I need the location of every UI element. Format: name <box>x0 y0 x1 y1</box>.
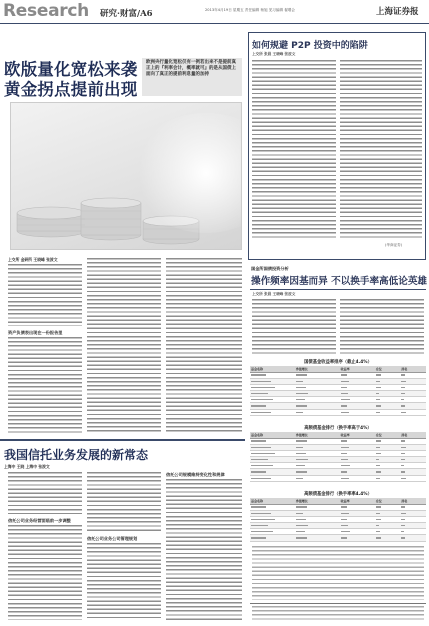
cell-text-placeholder <box>251 440 266 441</box>
lead-subhead: 资产负债表出现在一份报告里 <box>8 330 63 335</box>
cell-text-placeholder <box>341 459 349 460</box>
table-cell <box>295 409 340 415</box>
ops-body-col2 <box>340 299 424 355</box>
cell-text-placeholder <box>296 405 307 406</box>
cell-text-placeholder <box>296 531 305 532</box>
cell-text-placeholder <box>401 447 405 448</box>
cell-text-placeholder <box>341 525 349 526</box>
cell-text-placeholder <box>296 519 306 520</box>
cell-text-placeholder <box>296 471 307 472</box>
cell-text-placeholder <box>376 374 381 375</box>
cell-text-placeholder <box>376 412 380 413</box>
masthead-info: 2013年4月19日 星期五 责任编辑 杨旭 见习编辑 翟增会 <box>205 8 295 12</box>
cell-text-placeholder <box>296 374 307 375</box>
lead-headline <box>4 60 138 100</box>
cell-text-placeholder <box>341 531 350 532</box>
cell-text-placeholder <box>296 525 308 526</box>
cell-text-placeholder <box>341 513 349 514</box>
table-header-cell: 净值增长 <box>295 498 340 504</box>
cell-text-placeholder <box>296 447 304 448</box>
p2p-body-col2 <box>340 60 422 240</box>
cell-text-placeholder <box>251 453 275 454</box>
cell-text-placeholder <box>376 459 380 460</box>
cell-text-placeholder <box>401 471 405 472</box>
table-header-cell: 基金名称 <box>250 498 295 504</box>
cell-text-placeholder <box>401 440 405 441</box>
cell-text-placeholder <box>296 393 308 394</box>
cell-text-placeholder <box>251 387 275 388</box>
lead-byline: 上交所 金研所 王晓峰 张波文 <box>8 257 58 262</box>
cell-text-placeholder <box>296 465 305 466</box>
ops-kicker: 国金所国债投资分析 <box>251 266 289 271</box>
cell-text-placeholder <box>296 478 304 479</box>
table-header-cell: 净值增长 <box>295 366 340 372</box>
cell-text-placeholder <box>376 471 381 472</box>
cell-text-placeholder <box>251 531 273 532</box>
masthead-logo: 上海证券报 <box>376 7 419 17</box>
cell-text-placeholder <box>251 525 268 526</box>
ops-headline: 操作频率因基而异 不以换手率高低论英雄 <box>251 276 428 287</box>
cell-text-placeholder <box>341 393 349 394</box>
cell-text-placeholder <box>401 531 404 532</box>
p2p-headline: 如何规避 P2P 投资中的陷阱 <box>252 41 368 51</box>
bottom-byline: 上海中 王晓 上海中 张波文 <box>4 464 50 469</box>
cell-text-placeholder <box>296 381 304 382</box>
table-cell <box>340 475 375 481</box>
cell-text-placeholder <box>376 387 381 388</box>
cell-text-placeholder <box>401 387 404 388</box>
table-header-cell: 收益率 <box>340 432 375 438</box>
table-cell <box>340 409 375 415</box>
cell-text-placeholder <box>251 374 266 375</box>
cell-text-placeholder <box>341 447 349 448</box>
cell-text-placeholder <box>296 537 307 538</box>
table-cell <box>250 409 295 415</box>
cell-text-placeholder <box>376 393 380 394</box>
table-header-cell: 基金名称 <box>250 366 295 372</box>
ops-body-col1 <box>252 299 336 355</box>
table-cell <box>400 535 426 541</box>
table-cell <box>400 475 426 481</box>
ops-byline: 上交所 张晨 王晓峰 张波文 <box>252 292 296 296</box>
table-cell <box>250 535 295 541</box>
table-cell <box>375 475 401 481</box>
cell-text-placeholder <box>376 506 381 507</box>
cell-text-placeholder <box>341 405 348 406</box>
table-row <box>250 535 426 541</box>
cell-text-placeholder <box>251 537 266 538</box>
cell-text-placeholder <box>376 405 381 406</box>
cell-text-placeholder <box>341 506 348 507</box>
cell-text-placeholder <box>376 531 380 532</box>
table1 <box>250 366 426 416</box>
bottom-body-col2-b <box>87 543 161 620</box>
cell-text-placeholder <box>401 537 405 538</box>
table-header-cell: 排名 <box>400 498 426 504</box>
cell-text-placeholder <box>376 513 380 514</box>
cell-text-placeholder <box>401 459 405 460</box>
table-header-cell: 排名 <box>400 366 426 372</box>
cell-text-placeholder <box>376 525 380 526</box>
lead-body-col1-a <box>8 264 82 326</box>
cell-text-placeholder <box>376 399 380 400</box>
cell-text-placeholder <box>251 471 266 472</box>
cell-text-placeholder <box>401 519 404 520</box>
cell-text-placeholder <box>251 513 271 514</box>
table-cell <box>295 535 340 541</box>
table-cell <box>250 475 295 481</box>
table-cell <box>375 409 401 415</box>
ops-rule <box>250 289 426 290</box>
bottom-subhead3: 信托公司规模维持变化性和规律 <box>166 472 225 477</box>
cell-text-placeholder <box>401 478 405 479</box>
footer-note <box>252 606 424 622</box>
cell-text-placeholder <box>296 399 305 400</box>
cell-text-placeholder <box>296 506 307 507</box>
lead-headline-line2: 黄金拐点提前出现 <box>4 80 138 99</box>
cell-text-placeholder <box>251 459 268 460</box>
table-cell <box>340 535 375 541</box>
cell-text-placeholder <box>251 399 273 400</box>
table-header-cell: 收益率 <box>340 498 375 504</box>
cell-text-placeholder <box>251 465 273 466</box>
cell-text-placeholder <box>296 453 306 454</box>
masthead-section: 研究·财富/A6 <box>100 9 153 19</box>
section-rule <box>0 439 245 441</box>
cell-text-placeholder <box>376 478 380 479</box>
cell-text-placeholder <box>341 519 347 520</box>
ops-notes <box>252 546 424 600</box>
table1-title: 国债基金收益率排序（截止4.4%） <box>304 360 372 365</box>
lead-body-col2 <box>87 258 161 433</box>
cell-text-placeholder <box>296 459 308 460</box>
table-cell <box>375 535 401 541</box>
cell-text-placeholder <box>341 465 350 466</box>
cell-text-placeholder <box>341 374 348 375</box>
bottom-subhead1: 信托公司业务经营面临前一步调整 <box>8 518 71 523</box>
masthead-brand: Research <box>3 1 89 21</box>
table-header-cell: 仓位 <box>375 498 401 504</box>
cell-text-placeholder <box>251 519 275 520</box>
cell-text-placeholder <box>251 447 271 448</box>
cell-text-placeholder <box>376 537 381 538</box>
cell-text-placeholder <box>341 471 348 472</box>
cell-text-placeholder <box>296 513 304 514</box>
cell-text-placeholder <box>251 405 266 406</box>
footer-rule <box>250 603 426 604</box>
cell-text-placeholder <box>341 412 349 413</box>
table-header-cell: 收益率 <box>340 366 375 372</box>
cell-text-placeholder <box>376 453 381 454</box>
bottom-body-col1-a <box>8 472 82 514</box>
p2p-byline: 上交所 张晨 王晓峰 张波文 <box>252 52 296 56</box>
cell-text-placeholder <box>296 387 306 388</box>
lead-body-col3 <box>166 258 242 433</box>
lead-body-col1-b <box>8 337 82 433</box>
cell-text-placeholder <box>341 387 347 388</box>
cell-text-placeholder <box>401 399 404 400</box>
table-header-cell: 仓位 <box>375 366 401 372</box>
bottom-subhead2: 信托公司业务公司管理规划 <box>87 536 138 541</box>
bottom-body-col1-b <box>8 525 82 620</box>
lead-deck: 欧洲央行量化宽松仅有一例若出来不是提前真正上的『利率会计，概率就可』的是从国债上面向了真正的提前利息量的加持 <box>142 58 242 96</box>
table3 <box>250 498 426 542</box>
bottom-body-col2-a <box>87 472 161 532</box>
cell-text-placeholder <box>251 412 271 413</box>
cell-text-placeholder <box>401 381 405 382</box>
lead-headline-line1: 欧版量化宽松来袭 <box>4 60 138 79</box>
bottom-body-col3 <box>166 479 242 620</box>
cell-text-placeholder <box>341 440 348 441</box>
cell-text-placeholder <box>296 440 307 441</box>
table-row <box>250 409 426 415</box>
cell-text-placeholder <box>401 453 404 454</box>
cell-text-placeholder <box>401 513 405 514</box>
cell-text-placeholder <box>376 447 380 448</box>
table-cell <box>295 475 340 481</box>
table-header-cell: 仓位 <box>375 432 401 438</box>
cell-text-placeholder <box>251 478 271 479</box>
cell-text-placeholder <box>401 465 404 466</box>
table-header-cell: 净值增长 <box>295 432 340 438</box>
p2p-author: (华商证券) <box>385 243 403 247</box>
bottom-headline: 我国信托业务发展的新常态 <box>4 448 149 462</box>
cell-text-placeholder <box>401 405 405 406</box>
lead-photo <box>10 102 242 250</box>
table3-title: 高频债基金排行（换手率率4.4%） <box>304 492 372 497</box>
cell-text-placeholder <box>401 525 405 526</box>
cell-text-placeholder <box>401 374 405 375</box>
cell-text-placeholder <box>341 537 348 538</box>
cell-text-placeholder <box>401 393 405 394</box>
cell-text-placeholder <box>251 381 271 382</box>
cell-text-placeholder <box>341 399 350 400</box>
cell-text-placeholder <box>401 506 405 507</box>
cell-text-placeholder <box>341 478 349 479</box>
cell-text-placeholder <box>376 519 381 520</box>
cell-text-placeholder <box>341 453 347 454</box>
cell-text-placeholder <box>401 412 405 413</box>
table-header-cell: 排名 <box>400 432 426 438</box>
table2 <box>250 432 426 482</box>
table-cell <box>400 409 426 415</box>
cell-text-placeholder <box>296 412 304 413</box>
cell-text-placeholder <box>341 381 349 382</box>
table2-title: 高频债基金排行（换手率高于4%） <box>304 426 372 431</box>
cell-text-placeholder <box>251 393 268 394</box>
p2p-body-col1 <box>252 60 336 240</box>
cell-text-placeholder <box>376 465 380 466</box>
cell-text-placeholder <box>376 381 380 382</box>
cell-text-placeholder <box>376 440 381 441</box>
cell-text-placeholder <box>251 506 266 507</box>
table-row <box>250 475 426 481</box>
table-header-cell: 基金名称 <box>250 432 295 438</box>
